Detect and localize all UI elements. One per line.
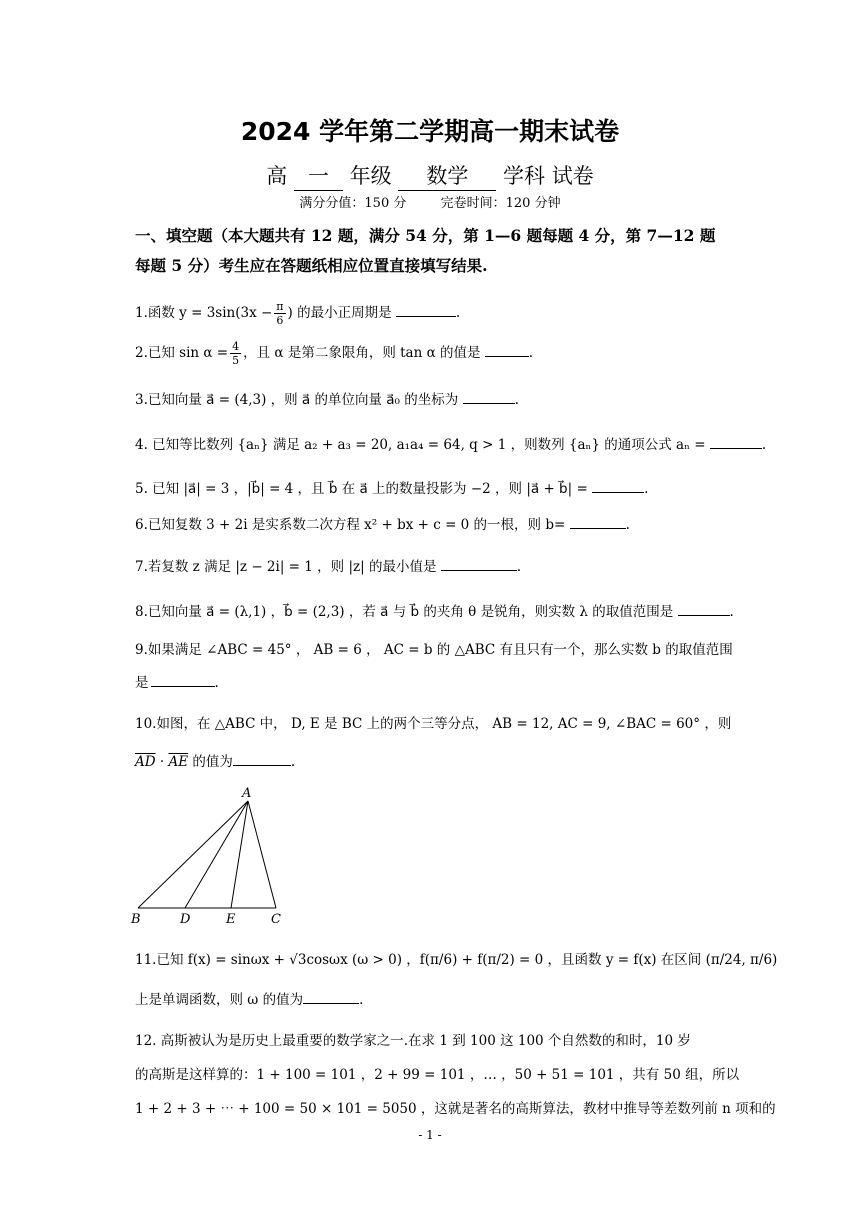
question-11: 11.已知 f(x) = sinωx + √3cosωx (ω > 0) ，f(π/6) + f(π/2) = 0 ，且函数 y = f(x) 在区间 (π/24, π/6) 上是单调函数，则 ω 的值为 . [135,948,777,1008]
question-1: 1.函数 y = 3sin(3x − $\frac{\pi}{6}$ ) 的最小正周期是 . [135,300,461,327]
section-heading [135,221,735,281]
grade-label: 年级 [349,164,392,188]
label-b: B [131,912,141,925]
section-heading-line2: 每题 5 分）考生应在答题纸相应位置直接填写结果. [135,256,488,275]
question-10: 10.如图，在 △ABC 中， D, E 是 BC 上的两个三等分点， AB = 12, AC = 9, ∠BAC = 60° ，则 $\overline{AD} \cdot \overline{AE}$ 的值为 . [135,712,731,770]
q4-answer-blank[interactable] [710,448,762,449]
q6-answer-blank[interactable] [570,528,626,529]
q2-text: 2.已知 sin α = [135,345,229,361]
q10-line1: 10.如图，在 △ABC 中， D, E 是 BC 上的两个三等分点， AB = 12, AC = 9, ∠BAC = 60° ，则 [135,716,732,732]
page-title: 2024 学年第二学期高一期末试卷 [240,117,620,146]
q1-fraction [274,300,285,327]
q2-frac-num: 4 [232,340,240,353]
section-heading-line1: 一、填空题（本大题共有 12 题，满分 54 分，第 1—6 题每题 4 分，第 7—12 题 [135,226,716,245]
subject-value: 数学 [398,160,496,191]
question-12 [135,1024,776,1126]
question-9: 9.如果满足 ∠ABC = 45° ， AB = 6 ， AC = b 的 △ABC 有且只有一个，那么实数 b 的取值范围 是 . [135,638,733,691]
q1-frac-num: π [276,300,284,313]
label-d: D [180,912,191,925]
question-3: 3.已知向量 a⃗ = (4,3) ，则 a⃗ 的单位向量 a⃗₀ 的坐标为 . [135,392,519,408]
exam-meta [0,192,860,211]
q10-line2: 的值为 [188,754,233,770]
q12-line1: 12. 高斯被认为是历史上最重要的数学家之一.在求 1 到 100 这 100 个自然数的和时，10 岁 [135,1033,691,1049]
q11-line2: 上是单调函数，则 ω 的值为 [135,992,304,1008]
q10-vector-ae: $\overline{AE}$ [168,754,189,770]
q12-line3: 1 + 2 + 3 + ⋯ + 100 = 50 × 101 = 5050 ，这就是著名的高斯算法，教材中推导等差数列前 n 项和的 [135,1101,776,1117]
q11-line1: 11.已知 f(x) = sinωx + √3cosωx (ω > 0) ，f(π/6) + f(π/2) = 0 ，且函数 y = f(x) 在区间 (π/24, π/6) [135,952,778,968]
q7-answer-blank[interactable] [441,570,517,571]
q10-answer-blank[interactable] [233,765,291,766]
label-c: C [271,912,281,925]
q1-text-post: ) 的最小正周期是 [287,305,392,321]
question-2: 2.已知 sin α = $\frac{4}{5}$ ，且 α 是第二象限角，则 tan α 的值是 . [135,340,534,367]
question-5: 5. 已知 |a⃗| = 3 ，|b⃗| = 4 ，且 b⃗ 在 a⃗ 上的数量投影为 −2 ，则 |a⃗ + b⃗| = . [135,481,649,497]
grade-prefix: 高 [266,164,288,188]
label-e: E [226,912,236,925]
q3-answer-blank[interactable] [463,403,515,404]
q9-line1: 9.如果满足 ∠ABC = 45° ， AB = 6 ， AC = b 的 △ABC 有且只有一个，那么实数 b 的取值范围 [135,642,733,658]
question-7: 7.若复数 z 满足 |z − 2i| = 1 ，则 |z| 的最小值是 . [135,559,522,575]
grade-value: 一 [294,160,343,191]
q5-answer-blank[interactable] [592,492,644,493]
q2-text-post: ，且 α 是第二象限角，则 tan α 的值是 [243,345,481,361]
page-number: - 1 - [418,1128,442,1142]
question-6: 6.已知复数 3 + 2i 是实系数二次方程 x² + bx + c = 0 的一根，则 b= . [135,517,630,533]
subject-label: 学科 试卷 [503,164,594,188]
q2-frac-den: 5 [232,354,240,367]
q11-answer-blank[interactable] [303,1003,359,1004]
q7-text: 7.若复数 z 满足 |z − 2i| = 1 ，则 |z| 的最小值是 [135,559,437,575]
q5-text: 5. 已知 |a⃗| = 3 ，|b⃗| = 4 ，且 b⃗ 在 a⃗ 上的数量投影为 −2 ，则 |a⃗ + b⃗| = [135,481,588,497]
label-a: A [242,786,252,801]
q9-answer-blank[interactable] [151,686,215,687]
triangle-figure [128,785,298,925]
q1-text: 1.函数 y = 3sin(3x − [135,305,273,321]
q12-line2: 的高斯是这样算的：1 + 100 = 101 ，2 + 99 = 101 ，… ，50 + 51 = 101 ，共有 50 组，所以 [135,1067,740,1083]
q8-text: 8.已知向量 a⃗ = (λ,1) ，b⃗ = (2,3) ，若 a⃗ 与 b⃗ 的夹角 θ 是锐角，则实数 λ 的取值范围是 [135,604,674,620]
q1-frac-den: 6 [276,314,284,327]
q3-text: 3.已知向量 a⃗ = (4,3) ，则 a⃗ 的单位向量 a⃗₀ 的坐标为 [135,392,459,408]
q10-vector-ad: $\overline{AD}$ [135,754,156,770]
score-info: 满分分值：150 分 [299,196,407,211]
q2-answer-blank[interactable] [485,356,529,357]
q9-line2: 是 [135,675,149,691]
time-info: 完卷时间：120 分钟 [440,196,561,211]
q2-fraction [230,340,241,367]
q4-text: 4. 已知等比数列 {aₙ} 满足 a₂ + a₃ = 20, a₁a₄ = 64, q > 1 ，则数列 {aₙ} 的通项公式 aₙ = [135,437,706,453]
question-8: 8.已知向量 a⃗ = (λ,1) ，b⃗ = (2,3) ，若 a⃗ 与 b⃗ 的夹角 θ 是锐角，则实数 λ 的取值范围是 . [135,604,734,620]
q1-answer-blank[interactable] [396,316,456,317]
q6-text: 6.已知复数 3 + 2i 是实系数二次方程 x² + bx + c = 0 的一根，则 b= [135,517,566,533]
question-4: 4. 已知等比数列 {aₙ} 满足 a₂ + a₃ = 20, a₁a₄ = 64, q > 1 ，则数列 {aₙ} 的通项公式 aₙ = . [135,437,767,453]
exam-subtitle [0,160,860,191]
q8-answer-blank[interactable] [678,615,730,616]
